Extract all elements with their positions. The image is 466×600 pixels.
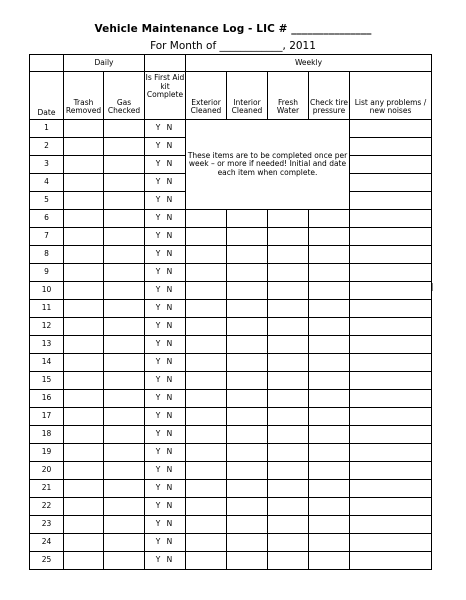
tire-pressure-cell[interactable] — [309, 408, 350, 426]
date-number: 17 — [30, 408, 64, 426]
table-row — [30, 498, 432, 516]
problems-cell[interactable] — [350, 498, 432, 516]
tire-pressure-cell[interactable] — [309, 372, 350, 390]
weekly-group-header: Weekly — [186, 55, 432, 72]
date-number: 10 — [30, 282, 64, 300]
problems-cell[interactable] — [350, 408, 432, 426]
date-number: 11 — [30, 300, 64, 318]
exterior-cleaned-cell[interactable] — [186, 354, 227, 372]
fresh-water-cell[interactable] — [268, 228, 309, 246]
problems-cell[interactable] — [350, 480, 432, 498]
gas-checked-cell[interactable] — [104, 426, 145, 444]
table-row — [30, 390, 432, 408]
first-aid-yn[interactable]: Y N — [145, 228, 186, 246]
fresh-water-cell[interactable] — [268, 516, 309, 534]
exterior-cleaned-cell[interactable] — [186, 480, 227, 498]
exterior-cleaned-cell[interactable] — [186, 372, 227, 390]
exterior-cleaned-cell[interactable] — [186, 552, 227, 570]
date-number: 9 — [30, 264, 64, 282]
gas-checked-cell[interactable] — [104, 156, 145, 174]
problems-cell[interactable] — [350, 120, 432, 138]
gas-checked-cell[interactable] — [104, 318, 145, 336]
fresh-water-cell[interactable] — [268, 534, 309, 552]
table-row — [30, 228, 432, 246]
problems-cell[interactable] — [350, 426, 432, 444]
first-aid-yn[interactable]: Y N — [145, 210, 186, 228]
fresh-water-cell[interactable] — [268, 426, 309, 444]
gas-checked-cell[interactable] — [104, 120, 145, 138]
interior-cleaned-cell[interactable] — [227, 372, 268, 390]
margin-mark — [432, 283, 433, 291]
first-aid-yn[interactable]: Y N — [145, 192, 186, 210]
gas-checked-cell[interactable] — [104, 210, 145, 228]
gas-checked-cell[interactable] — [104, 246, 145, 264]
fresh-water-cell[interactable] — [268, 444, 309, 462]
first-aid-yn[interactable]: Y N — [145, 264, 186, 282]
trash-removed-cell[interactable] — [64, 192, 104, 210]
exterior-cleaned-cell[interactable] — [186, 300, 227, 318]
date-number: 8 — [30, 246, 64, 264]
trash-removed-cell[interactable] — [64, 120, 104, 138]
trash-removed-cell[interactable] — [64, 408, 104, 426]
date-number: 5 — [30, 192, 64, 210]
table-row — [30, 480, 432, 498]
interior-cleaned-cell[interactable] — [227, 246, 268, 264]
interior-cleaned-cell[interactable] — [227, 282, 268, 300]
table-row — [30, 408, 432, 426]
date-number: 7 — [30, 228, 64, 246]
table-row — [30, 120, 432, 138]
trash-removed-cell[interactable] — [64, 534, 104, 552]
trash-removed-cell[interactable] — [64, 444, 104, 462]
problems-cell[interactable] — [350, 156, 432, 174]
problems-cell[interactable] — [350, 390, 432, 408]
date-number: 2 — [30, 138, 64, 156]
tire-pressure-cell[interactable] — [309, 354, 350, 372]
first-aid-yn[interactable]: Y N — [145, 174, 186, 192]
problems-cell[interactable] — [350, 534, 432, 552]
trash-removed-cell[interactable] — [64, 552, 104, 570]
tire-pressure-cell[interactable] — [309, 552, 350, 570]
date-number: 14 — [30, 354, 64, 372]
table-row — [30, 462, 432, 480]
trash-removed-cell[interactable] — [64, 246, 104, 264]
gas-checked-cell[interactable] — [104, 462, 145, 480]
daily-group-header: Daily — [64, 55, 145, 72]
problems-cell[interactable] — [350, 210, 432, 228]
date-column-header: Date — [30, 72, 64, 120]
fresh-water-cell[interactable] — [268, 498, 309, 516]
interior-cleaned-cell[interactable] — [227, 228, 268, 246]
tire-pressure-cell[interactable] — [309, 390, 350, 408]
table-row — [30, 246, 432, 264]
table-row — [30, 372, 432, 390]
fresh-water-cell[interactable] — [268, 390, 309, 408]
exterior-cleaned-cell[interactable] — [186, 390, 227, 408]
tire-pressure-cell[interactable] — [309, 228, 350, 246]
fresh-water-cell[interactable] — [268, 354, 309, 372]
table-row — [30, 318, 432, 336]
interior-cleaned-cell[interactable] — [227, 480, 268, 498]
gas-checked-cell[interactable] — [104, 552, 145, 570]
table-row — [30, 516, 432, 534]
trash-removed-cell[interactable] — [64, 462, 104, 480]
problems-cell[interactable] — [350, 552, 432, 570]
exterior-cleaned-cell[interactable] — [186, 516, 227, 534]
date-number: 16 — [30, 390, 64, 408]
exterior-cleaned-cell[interactable] — [186, 498, 227, 516]
problems-cell[interactable] — [350, 282, 432, 300]
table-row — [30, 426, 432, 444]
date-number: 19 — [30, 444, 64, 462]
gas-checked-cell[interactable] — [104, 300, 145, 318]
trash-removed-cell[interactable] — [64, 372, 104, 390]
table-row — [30, 264, 432, 282]
first-aid-yn[interactable]: Y N — [145, 498, 186, 516]
date-number: 22 — [30, 498, 64, 516]
problems-cell[interactable] — [350, 462, 432, 480]
log-title: Vehicle Maintenance Log - LIC # _______________ — [94, 23, 372, 35]
gas-checked-cell[interactable] — [104, 354, 145, 372]
date-number: 13 — [30, 336, 64, 354]
gas-checked-cell[interactable] — [104, 264, 145, 282]
problems-cell[interactable] — [350, 300, 432, 318]
problems-cell[interactable] — [350, 444, 432, 462]
log-rows — [30, 120, 432, 570]
gas-checked-cell[interactable] — [104, 282, 145, 300]
interior-cleaned-cell[interactable] — [227, 354, 268, 372]
exterior-cleaned-header: Exterior Cleaned — [186, 72, 227, 120]
tire-pressure-cell[interactable] — [309, 246, 350, 264]
date-number: 1 — [30, 120, 64, 138]
tire-pressure-cell[interactable] — [309, 498, 350, 516]
trash-removed-cell[interactable] — [64, 138, 104, 156]
tire-pressure-cell[interactable] — [309, 210, 350, 228]
date-number: 12 — [30, 318, 64, 336]
first-aid-yn[interactable]: Y N — [145, 318, 186, 336]
first-aid-group-spacer — [145, 55, 186, 72]
trash-removed-cell[interactable] — [64, 354, 104, 372]
trash-removed-cell[interactable] — [64, 228, 104, 246]
exterior-cleaned-cell[interactable] — [186, 444, 227, 462]
trash-removed-cell[interactable] — [64, 300, 104, 318]
table-row — [30, 336, 432, 354]
problems-noises-header: List any problems / new noises — [350, 72, 432, 120]
first-aid-kit-header: Is First Aid kit Complete — [145, 72, 186, 120]
problems-cell[interactable] — [350, 228, 432, 246]
first-aid-yn[interactable]: Y N — [145, 372, 186, 390]
tire-pressure-cell[interactable] — [309, 480, 350, 498]
weekly-instructions-note: These items are to be completed once per week – or more if needed! Initial and date each item when complete. — [186, 120, 350, 210]
fresh-water-cell[interactable] — [268, 408, 309, 426]
interior-cleaned-cell[interactable] — [227, 390, 268, 408]
fresh-water-cell[interactable] — [268, 336, 309, 354]
fresh-water-cell[interactable] — [268, 372, 309, 390]
exterior-cleaned-cell[interactable] — [186, 426, 227, 444]
first-aid-yn[interactable]: Y N — [145, 246, 186, 264]
first-aid-yn[interactable]: Y N — [145, 120, 186, 138]
tire-pressure-cell[interactable] — [309, 426, 350, 444]
month-line: For Month of ____________, 2011 — [150, 40, 316, 52]
interior-cleaned-cell[interactable] — [227, 534, 268, 552]
table-row — [30, 282, 432, 300]
date-number: 18 — [30, 426, 64, 444]
tire-pressure-cell[interactable] — [309, 336, 350, 354]
table-row — [30, 444, 432, 462]
trash-removed-cell[interactable] — [64, 390, 104, 408]
table-row — [30, 300, 432, 318]
tire-pressure-cell[interactable] — [309, 534, 350, 552]
date-number: 24 — [30, 534, 64, 552]
trash-removed-cell[interactable] — [64, 426, 104, 444]
first-aid-yn[interactable]: Y N — [145, 156, 186, 174]
fresh-water-cell[interactable] — [268, 300, 309, 318]
exterior-cleaned-cell[interactable] — [186, 282, 227, 300]
first-aid-yn[interactable]: Y N — [145, 354, 186, 372]
gas-checked-cell[interactable] — [104, 138, 145, 156]
trash-removed-cell[interactable] — [64, 174, 104, 192]
first-aid-yn[interactable]: Y N — [145, 300, 186, 318]
date-header-spacer — [30, 55, 64, 72]
problems-cell[interactable] — [350, 174, 432, 192]
problems-cell[interactable] — [350, 138, 432, 156]
fresh-water-cell[interactable] — [268, 210, 309, 228]
trash-removed-cell[interactable] — [64, 156, 104, 174]
problems-cell[interactable] — [350, 192, 432, 210]
gas-checked-cell[interactable] — [104, 480, 145, 498]
trash-removed-cell[interactable] — [64, 282, 104, 300]
trash-removed-cell[interactable] — [64, 480, 104, 498]
maintenance-log-table — [29, 54, 432, 570]
interior-cleaned-cell[interactable] — [227, 462, 268, 480]
fresh-water-cell[interactable] — [268, 318, 309, 336]
problems-cell[interactable] — [350, 246, 432, 264]
tire-pressure-cell[interactable] — [309, 300, 350, 318]
fresh-water-cell[interactable] — [268, 246, 309, 264]
interior-cleaned-cell[interactable] — [227, 264, 268, 282]
first-aid-yn[interactable]: Y N — [145, 426, 186, 444]
exterior-cleaned-cell[interactable] — [186, 534, 227, 552]
fresh-water-cell[interactable] — [268, 462, 309, 480]
date-number: 6 — [30, 210, 64, 228]
first-aid-yn[interactable]: Y N — [145, 516, 186, 534]
date-number: 25 — [30, 552, 64, 570]
table-row — [30, 552, 432, 570]
interior-cleaned-cell[interactable] — [227, 516, 268, 534]
interior-cleaned-cell[interactable] — [227, 498, 268, 516]
fresh-water-cell[interactable] — [268, 480, 309, 498]
date-number: 3 — [30, 156, 64, 174]
date-number: 15 — [30, 372, 64, 390]
tire-pressure-cell[interactable] — [309, 264, 350, 282]
fresh-water-cell[interactable] — [268, 282, 309, 300]
exterior-cleaned-cell[interactable] — [186, 210, 227, 228]
exterior-cleaned-cell[interactable] — [186, 318, 227, 336]
date-number: 21 — [30, 480, 64, 498]
problems-cell[interactable] — [350, 264, 432, 282]
interior-cleaned-cell[interactable] — [227, 408, 268, 426]
trash-removed-cell[interactable] — [64, 318, 104, 336]
exterior-cleaned-cell[interactable] — [186, 246, 227, 264]
tire-pressure-cell[interactable] — [309, 282, 350, 300]
first-aid-yn[interactable]: Y N — [145, 534, 186, 552]
trash-removed-header: Trash Removed — [64, 72, 104, 120]
interior-cleaned-cell[interactable] — [227, 336, 268, 354]
gas-checked-cell[interactable] — [104, 516, 145, 534]
gas-checked-cell[interactable] — [104, 534, 145, 552]
table-row — [30, 210, 432, 228]
problems-cell[interactable] — [350, 372, 432, 390]
fresh-water-header: Fresh Water — [268, 72, 309, 120]
gas-checked-cell[interactable] — [104, 192, 145, 210]
problems-cell[interactable] — [350, 516, 432, 534]
gas-checked-cell[interactable] — [104, 390, 145, 408]
first-aid-yn[interactable]: Y N — [145, 444, 186, 462]
exterior-cleaned-cell[interactable] — [186, 408, 227, 426]
fresh-water-cell[interactable] — [268, 264, 309, 282]
trash-removed-cell[interactable] — [64, 498, 104, 516]
interior-cleaned-cell[interactable] — [227, 318, 268, 336]
gas-checked-cell[interactable] — [104, 498, 145, 516]
exterior-cleaned-cell[interactable] — [186, 336, 227, 354]
first-aid-yn[interactable]: Y N — [145, 336, 186, 354]
gas-checked-header: Gas Checked — [104, 72, 145, 120]
date-number: 20 — [30, 462, 64, 480]
date-number: 4 — [30, 174, 64, 192]
first-aid-yn[interactable]: Y N — [145, 390, 186, 408]
interior-cleaned-cell[interactable] — [227, 300, 268, 318]
check-tire-pressure-header: Check tire pressure — [309, 72, 350, 120]
interior-cleaned-cell[interactable] — [227, 426, 268, 444]
trash-removed-cell[interactable] — [64, 336, 104, 354]
tire-pressure-cell[interactable] — [309, 516, 350, 534]
tire-pressure-cell[interactable] — [309, 444, 350, 462]
interior-cleaned-cell[interactable] — [227, 444, 268, 462]
gas-checked-cell[interactable] — [104, 174, 145, 192]
interior-cleaned-cell[interactable] — [227, 552, 268, 570]
first-aid-yn[interactable]: Y N — [145, 408, 186, 426]
trash-removed-cell[interactable] — [64, 516, 104, 534]
table-row — [30, 534, 432, 552]
problems-cell[interactable] — [350, 354, 432, 372]
first-aid-yn[interactable]: Y N — [145, 138, 186, 156]
tire-pressure-cell[interactable] — [309, 462, 350, 480]
table-row — [30, 354, 432, 372]
interior-cleaned-header: Interior Cleaned — [227, 72, 268, 120]
exterior-cleaned-cell[interactable] — [186, 462, 227, 480]
gas-checked-cell[interactable] — [104, 228, 145, 246]
first-aid-yn[interactable]: Y N — [145, 462, 186, 480]
gas-checked-cell[interactable] — [104, 336, 145, 354]
interior-cleaned-cell[interactable] — [227, 210, 268, 228]
fresh-water-cell[interactable] — [268, 552, 309, 570]
exterior-cleaned-cell[interactable] — [186, 264, 227, 282]
date-number: 23 — [30, 516, 64, 534]
trash-removed-cell[interactable] — [64, 210, 104, 228]
tire-pressure-cell[interactable] — [309, 318, 350, 336]
first-aid-yn[interactable]: Y N — [145, 282, 186, 300]
exterior-cleaned-cell[interactable] — [186, 228, 227, 246]
gas-checked-cell[interactable] — [104, 444, 145, 462]
trash-removed-cell[interactable] — [64, 264, 104, 282]
gas-checked-cell[interactable] — [104, 372, 145, 390]
first-aid-yn[interactable]: Y N — [145, 480, 186, 498]
problems-cell[interactable] — [350, 336, 432, 354]
first-aid-yn[interactable]: Y N — [145, 552, 186, 570]
problems-cell[interactable] — [350, 318, 432, 336]
gas-checked-cell[interactable] — [104, 408, 145, 426]
